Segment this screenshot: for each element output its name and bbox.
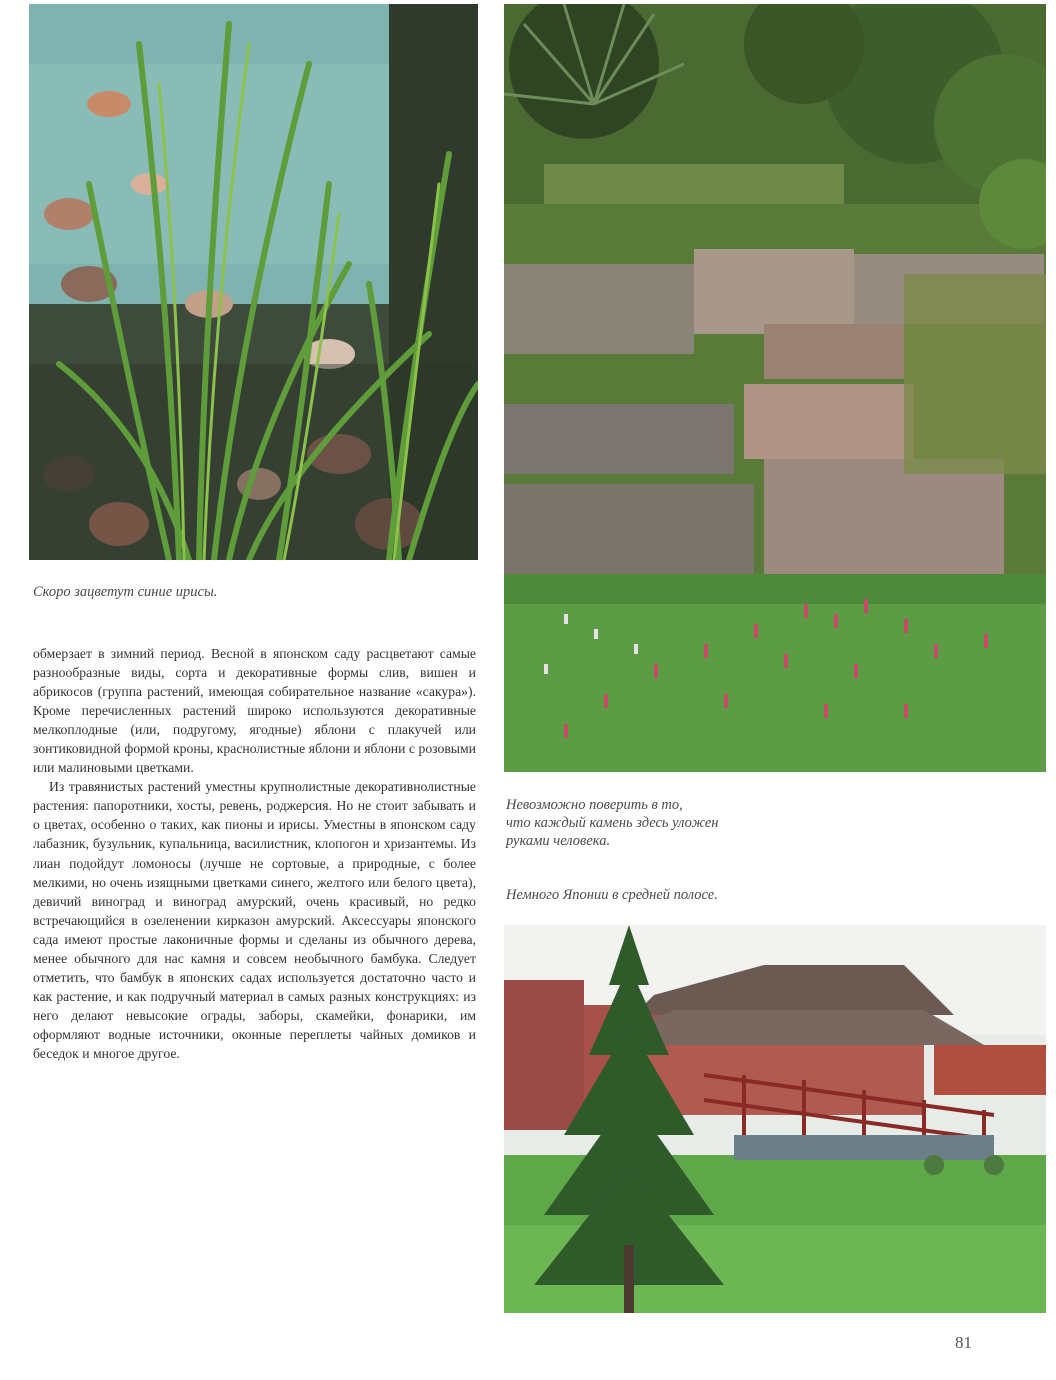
caption-pavilion: Немного Японии в средней полосе. <box>506 887 718 903</box>
photo-japanese-pavilion <box>504 925 1046 1313</box>
page-number: 81 <box>955 1333 972 1352</box>
article-body <box>33 644 476 1063</box>
caption-irises: Скоро зацветут синие ирисы. <box>33 584 218 600</box>
body-paragraph-1: обмерзает в зимний период. Весной в японском саду расцветают самые разнообразные виды, сорта и декоративные формы слив, вишен и абрикосов (группа растений, имеющая собирательное название «сакура»). Кроме перечисленных растений широко используются декоративные мелкоплодные (или, подругому, ягодные) яблони с плакучей или зонтиковидной формой кроны, краснолистные яблони и яблони с розовыми или малиновыми цветками. <box>33 646 476 776</box>
caption-rock-garden-line-3: руками человека. <box>506 833 611 849</box>
photo-rock-garden <box>504 4 1046 772</box>
caption-rock-garden-line-2: что каждый камень здесь уложен <box>506 815 719 831</box>
body-paragraph-2: Из травянистых растений уместны крупнолистные декоративнолистные растения: папоротники, хосты, ревень, роджерсия. Но не стоит забывать и о цветах, особенно о таких, как пионы и ирисы. Уместны в японском саду лабазник, бузульник, купальница, василистник, клопогон и хризантемы. Из лиан подойдут ломоносы (лучше не сортовые, а природные, с более мелкими, но очень изящными цветками синего, желтого или белого цвета), девичий виноград и виноград амурский, очень красивый, но редко встречающийся в озеленении кирказон амурский. Аксессуары японского сада имеют простые лаконичные формы и сделаны из обычного дерева, менее обычного для нас камня и совсем необычного бамбука. Следует отметить, что бамбук в японских садах используется достаточно часто и как растение, и как подручный материал в самых разных конструкциях: из него делают невысокие ограды, заборы, скамейки, фонарики, им оформляют водные источники, оконные переплеты чайных домиков и беседок и многое другое. <box>33 779 476 1061</box>
caption-rock-garden <box>506 796 886 850</box>
photo-irises-pond <box>29 4 478 560</box>
caption-rock-garden-line-1: Невозможно поверить в то, <box>506 797 683 813</box>
